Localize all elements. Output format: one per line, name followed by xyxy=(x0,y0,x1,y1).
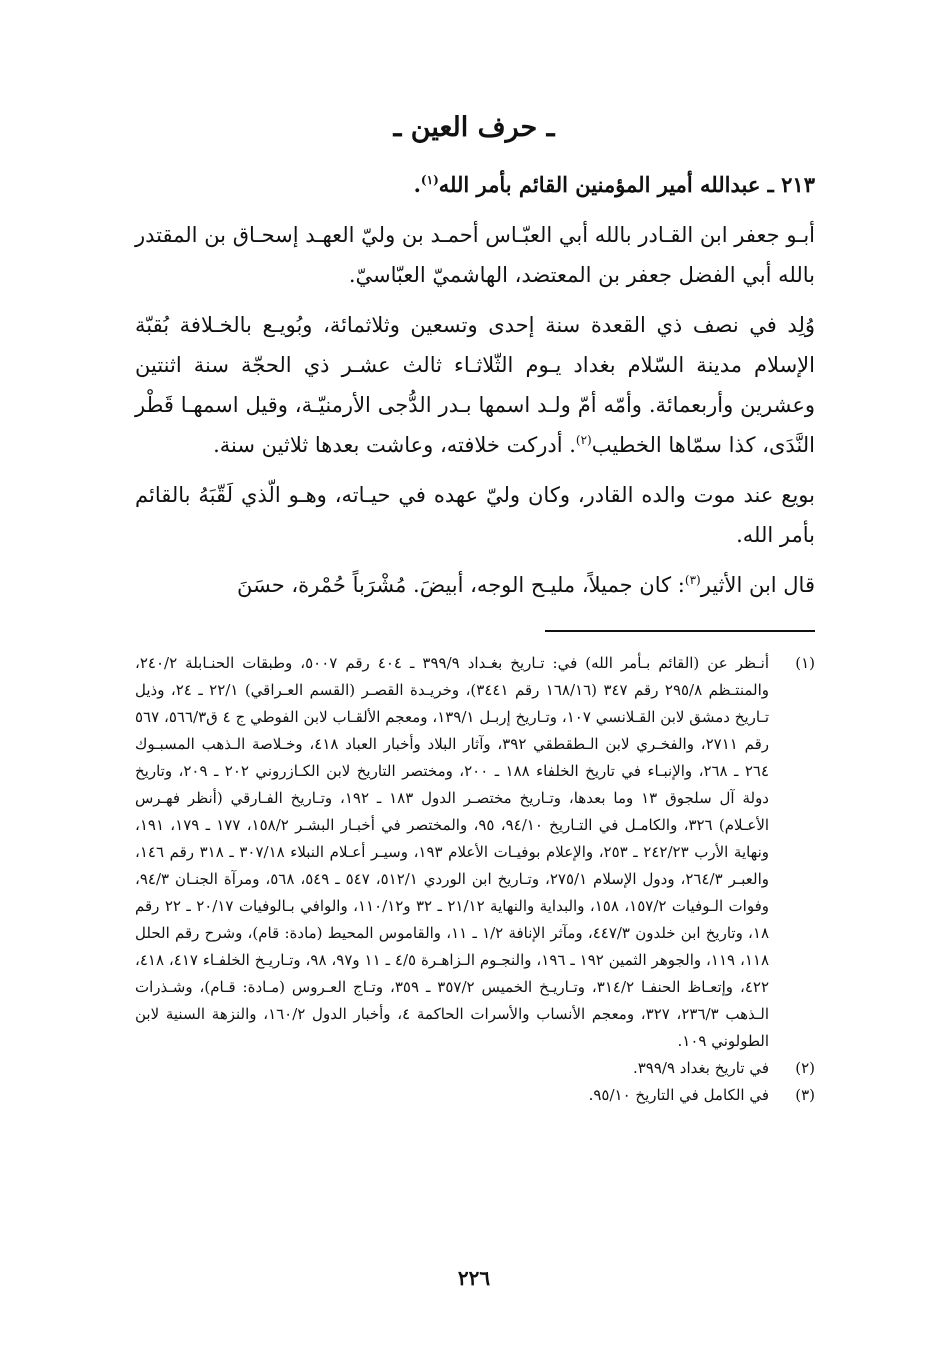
description-paragraph xyxy=(135,565,815,605)
description-text-a: قال ابن الأثير xyxy=(700,573,815,597)
birth-paragraph-text-b: . أدركت خلافته، وعاشت بعدها ثلاثين سنة. xyxy=(213,433,576,457)
footnote-2 xyxy=(135,1055,815,1082)
entry-heading-end: . xyxy=(413,172,421,197)
footnote-number: (٣) xyxy=(795,1086,815,1104)
footnote-text: أنـظر عن (القائم بـأمر الله) في: تـاريخ بغـداد ٣٩٩/٩ ـ ٤٠٤ رقم ٥٠٠٧، وطبقات الحنـابلة ٢٤٠/٢، والمنتـظم ٢٩٥/٨ رقم ٣٤٧ (١٦٨/١٦ رقم ٣٤٤١)، وخريـدة القصـر (القسم العـراقي) ٢٢/١ ـ ٢٤، وذيل تـاريخ دمشق لابن القـلانسي ١٠٧، وتـاريخ إربـل ١٣٩/١، ومعجم الألقـاب لابن الفوطي ج ٤ ق٥٦٦/٣، ٥٦٧ رقم ٢٧١١، والفخـري لابن الـطقطقي ٣٩٢، وآثار البلاد وأخبار العباد ٤١٨، وخـلاصة الـذهب المسبـوك ٢٦٤ ـ ٢٦٨، والإنبـاء في تاريخ الخلفاء ١٨٨ ـ ٢٠٠، ومختصر التاريخ لابن الكـازروني ٢٠٢ ـ ٢٠٩، وتاريخ دولة آل سلجوق ١٣ وما بعدها، وتـاريخ مختصـر الدول ١٨٣ ـ ١٩٢، وتـاريخ الفـارقي (أنظر فهـرس الأعـلام) ٣٢٦، والكامـل في التـاريخ ٩٤/١٠، ٩٥، والمختصر في أخبـار البشـر ١٥٨/٢، ١٧٧ ـ ١٧٩، ١٩١، ونهاية الأرب ٢٤٢/٢٣ ـ ٢٥٣، والإعلام بوفيـات الأعلام ١٩٣، وسيـر أعـلام النبلاء ٣٠٧/١٨ ـ ٣١٨ رقم ١٤٦، والعبـر ٢٦٤/٣، ودول الإسلام ٢٧٥/١، وتـاريخ ابن الوردي ٥١٢/١، ٥٤٧ ـ ٥٤٩، ٥٦٨، ومرآة الجنـان ٩٤/٣، وفوات الـوفيات ١٥٧/٢، ١٥٨، والبداية والنهاية ٢١/١٢ ـ ٣٢ و١١٠/١٢، والوافي بـالوفيات ٢٠/١٧ ـ ٢٢ رقم ١٨، وتاريخ ابن خلدون ٤٤٧/٣، ومآثر الإنافة ١/٢ ـ ١١، والقاموس المحيط (مادة: قام)، وشرح رقم الحلل ١١٨، ١١٩، والجوهر الثمين ١٩٢ ـ ١٩٦، والنجـوم الـزاهـرة ٤/٥ ـ ١١ و٩٧، ٩٨، وتـاريـخ الخلفـاء ٤١٧، ٤١٨، ٤٢٢، وإتعـاظ الحنفـا ٣١٤/٢، وتـاريـخ الخميس ٣٥٧/٢ ـ ٣٥٩، وتـاج العـروس (مـادة: قـام)، وشـذرات الـذهب ٢٣٦/٣، ٣٢٧، ومعجم الأنساب والأسرات الحاكمة ٤، وأخبار الدول ١٦٠/٢، والنزهة السنية لابن الطولوني ١٠٩. xyxy=(135,654,770,1050)
page-number: ٢٢٦ xyxy=(457,1266,491,1290)
chapter-title: ـ حرف العين ـ xyxy=(393,112,555,143)
entry-heading xyxy=(135,165,815,205)
entry-heading-text: ـ عبدالله أمير المؤمنين القائم بأمر الله xyxy=(438,172,774,197)
birth-paragraph-text-a: وُلِد في نصف ذي القعدة سنة إحدى وتسعين وثلاثمائة، وبُويـع بالخـلافة بُقبّة الإسلام مدينة السّلام بغداد يـوم الثّلاثـاء ثالث عشـر ذي الحجّة سنة اثنتين وعشرين وأربعمائة. وأمّه أمّ ولـد اسمها بـدر الدُّجى الأرمنيّـة، وقيل اسمهـا قَطْر النَّدَى، كذا سمّاها الخطيب xyxy=(135,313,815,457)
lineage-paragraph: أبـو جعفر ابن القـادر بالله أبي العبّـاس أحمـد بن وليّ العهـد إسحـاق بن المقتدر بالله أبي الفضل جعفر بن المعتضد، الهاشميّ العبّاسيّ. xyxy=(135,223,815,287)
footnote-text: في تاريخ بغداد ٣٩٩/٩. xyxy=(632,1059,769,1077)
footnote-number: (٢) xyxy=(795,1059,815,1077)
footnotes xyxy=(135,650,815,1109)
allegiance-paragraph: بويع عند موت والده القادر، وكان وليّ عهده في حيـاته، وهـو الّذي لَقّبَهُ بالقائم بأمر الله. xyxy=(135,483,815,547)
footnote-ref-3: (٣) xyxy=(684,573,701,587)
footnote-number: (١) xyxy=(795,654,815,672)
footnote-3 xyxy=(135,1082,815,1109)
footnote-ref-1: (١) xyxy=(420,173,439,187)
footnote-text: في الكامل في التاريخ ٩٥/١٠. xyxy=(588,1086,769,1104)
main-text xyxy=(135,165,815,605)
footnote-divider xyxy=(545,630,815,632)
footnote-ref-2: (٢) xyxy=(575,433,592,447)
entry-number: ٢١٣ xyxy=(781,172,815,197)
birth-paragraph xyxy=(135,305,815,465)
footnote-1 xyxy=(135,650,815,1055)
description-text-b: : كان جميلاً، مليـح الوجه، أبيضَ. مُشْرَباً حُمْرة، حسَنَ xyxy=(237,573,685,597)
